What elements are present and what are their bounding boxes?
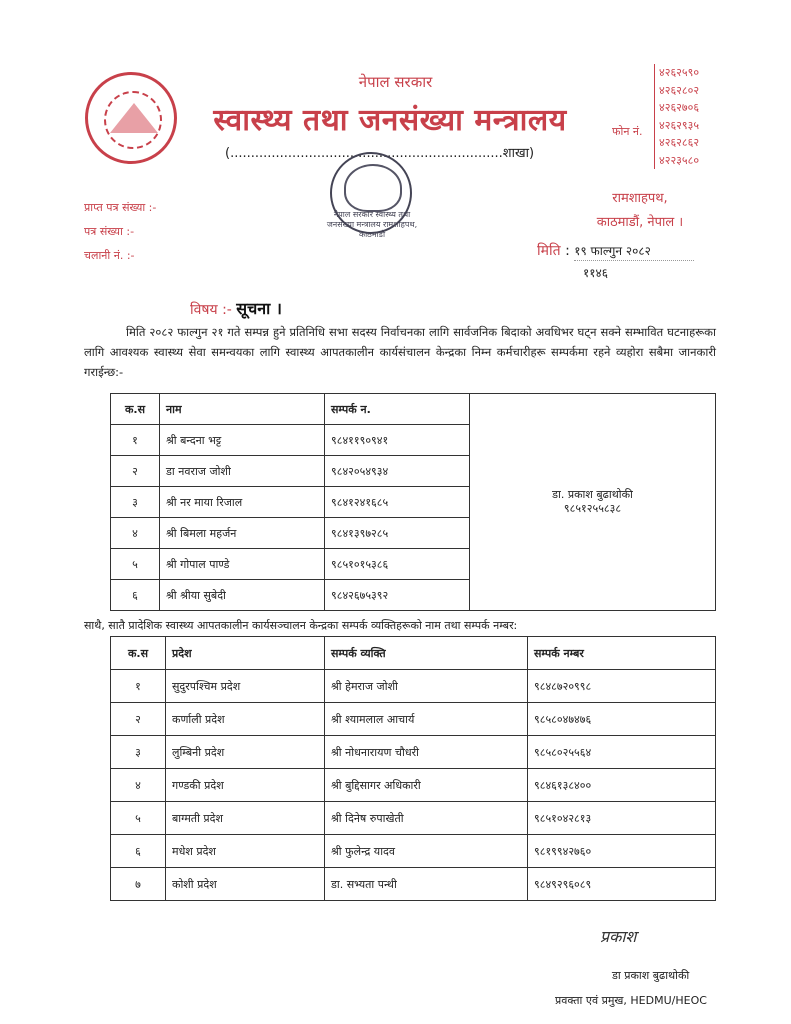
signature-icon: प्रकाश xyxy=(600,927,637,946)
serial-cell: ५ xyxy=(111,549,160,580)
serial-cell: २ xyxy=(111,456,160,487)
stamp-text: नेपाल सरकार स्वास्थ्य तथा जनसंख्या मन्त्रालय रामशाहपथ, काठमाडौं xyxy=(326,210,418,239)
date-row: मिति : १९ फाल्गुन २०८२ xyxy=(537,241,694,261)
signer-title: प्रवक्ता एवं प्रमुख, HEDMU/HEOC xyxy=(555,994,707,1007)
phone-cell: ९८४९२९६०८९ xyxy=(528,868,716,901)
person-cell: श्री बुद्दिसागर अधिकारी xyxy=(325,769,528,802)
province-cell: मधेश प्रदेश xyxy=(166,835,325,868)
office-stamp-icon xyxy=(326,152,418,239)
person-cell: श्री दिनेष रुपाखेती xyxy=(325,802,528,835)
name-cell: श्री नर माया रिजाल xyxy=(160,487,325,518)
phone-number: ४२६२५९० xyxy=(659,66,700,79)
serial-cell: ६ xyxy=(111,580,160,611)
stamp-emblem xyxy=(344,164,402,212)
col-contact-number: सम्पर्क नम्बर xyxy=(528,637,716,670)
serial-cell: १ xyxy=(111,670,166,703)
serial-cell: ३ xyxy=(111,736,166,769)
serial-cell: ५ xyxy=(111,802,166,835)
province-cell: कोशी प्रदेश xyxy=(166,868,325,901)
col-serial: क.स xyxy=(111,637,166,670)
col-name: नाम xyxy=(160,394,325,425)
subject-value: सूचना । xyxy=(236,299,282,318)
province-cell: कर्णाली प्रदेश xyxy=(166,703,325,736)
address-line-2: काठमाडौं, नेपाल । xyxy=(596,215,684,230)
table-header-row xyxy=(111,394,716,425)
province-cell: लुम्बिनी प्रदेश xyxy=(166,736,325,769)
phone-cell: ९८१९९४२७६० xyxy=(528,835,716,868)
table-header-row xyxy=(111,637,716,670)
phone-list xyxy=(654,64,699,169)
provincial-contacts-table xyxy=(110,636,716,901)
dispatch-number: ११४६ xyxy=(583,266,608,280)
address-line-1: रामशाहपथ, xyxy=(612,191,668,206)
phone-cell: ९८४११९०९४१ xyxy=(325,425,470,456)
phone-cell: ९८५१०१५३८६ xyxy=(325,549,470,580)
phone-cell: ९८४८७२०९९८ xyxy=(528,670,716,703)
col-serial: क.स xyxy=(111,394,160,425)
serial-cell: ६ xyxy=(111,835,166,868)
phone-cell: ९८४२६७५३९२ xyxy=(325,580,470,611)
phone-cell: ९८४६१३८४०० xyxy=(528,769,716,802)
date-label: मिति xyxy=(537,243,561,259)
col-province: प्रदेश xyxy=(166,637,325,670)
phone-cell: ९८५१०४२८१३ xyxy=(528,802,716,835)
name-cell: श्री गोपाल पाण्डे xyxy=(160,549,325,580)
government-name: नेपाल सरकार xyxy=(358,73,433,91)
phone-cell: ९८५८०४७४७६ xyxy=(528,703,716,736)
table-row xyxy=(111,802,716,835)
subject-label: विषय :- xyxy=(190,302,232,318)
table-row xyxy=(111,736,716,769)
col-contact: सम्पर्क न. xyxy=(325,394,470,425)
person-cell: श्री नोधनारायण चौधरी xyxy=(325,736,528,769)
table-row xyxy=(111,868,716,901)
subject-line xyxy=(190,297,282,319)
central-staff-table xyxy=(110,393,716,611)
table-row xyxy=(111,670,716,703)
person-cell: डा. सभ्यता पन्थी xyxy=(325,868,528,901)
serial-cell: १ xyxy=(111,425,160,456)
phone-number: ४२२३५८० xyxy=(659,153,700,167)
serial-cell: २ xyxy=(111,703,166,736)
person-cell: श्री हेमराज जोशी xyxy=(325,670,528,703)
date-value: १९ फाल्गुन २०८२ xyxy=(574,242,694,261)
phone-number: ४२६२७०६ xyxy=(659,101,700,114)
serial-cell: ७ xyxy=(111,868,166,901)
col-contact-person: सम्पर्क व्यक्ति xyxy=(325,637,528,670)
table-row xyxy=(111,835,716,868)
phone-cell: ९८४१२४१६८५ xyxy=(325,487,470,518)
phone-cell: ९८४१३९७२८५ xyxy=(325,518,470,549)
ministry-name: स्वास्थ्य तथा जनसंख्या मन्त्रालय xyxy=(213,103,567,138)
reference-fields xyxy=(84,196,156,268)
person-cell: श्री फुलेन्द्र यादव xyxy=(325,835,528,868)
letter-number: पत्र संख्या :- xyxy=(84,225,135,238)
address xyxy=(560,187,720,235)
province-cell: गण्डकी प्रदेश xyxy=(166,769,325,802)
name-cell: श्री श्रीया सुबेदी xyxy=(160,580,325,611)
name-cell: श्री बिमला महर्जन xyxy=(160,518,325,549)
provincial-intro: साथै, सातै प्रादेशिक स्वास्थ्य आपतकालीन कार्यसञ्चालन केन्द्रका सम्पर्क व्यक्तिहरूको नाम तथा सम्पर्क नम्बर: xyxy=(84,619,518,632)
phone-label: फोन नं. xyxy=(612,125,643,138)
table-row xyxy=(111,769,716,802)
phone-cell: ९८५८०२५५६४ xyxy=(528,736,716,769)
serial-cell: ३ xyxy=(111,487,160,518)
serial-cell: ४ xyxy=(111,518,160,549)
phone-number: ४२६२८०२ xyxy=(659,83,700,97)
chief-contact-cell xyxy=(470,394,716,611)
signer-name: डा प्रकाश बुढाथोकी xyxy=(612,969,690,982)
phone-number: ४२६२९३५ xyxy=(659,118,700,132)
name-cell: श्री बन्दना भट्ट xyxy=(160,425,325,456)
phone-number: ४२६२८६२ xyxy=(659,136,700,149)
name-cell: डा नवराज जोशी xyxy=(160,456,325,487)
chief-name: डा. प्रकाश बुढाथोकी xyxy=(552,488,633,501)
chief-phone: ९८५१२५५८३८ xyxy=(563,502,622,515)
received-letter-number: प्राप्त पत्र संख्या :- xyxy=(84,201,157,214)
branch-line: (..................................................................शाखा) xyxy=(225,146,535,161)
serial-cell: ४ xyxy=(111,769,166,802)
person-cell: श्री श्यामलाल आचार्य xyxy=(325,703,528,736)
table-row xyxy=(111,703,716,736)
phone-cell: ९८४२०५४९३४ xyxy=(325,456,470,487)
notice-body: मिति २०८२ फाल्गुन २१ गते सम्पन्न हुने प्रतिनिधि सभा सदस्य निर्वाचनका लागि सार्वजनिक बिदाको अवधिभर घट्न सक्ने सम्भावित घटनाहरूका लागि आवश्यक स्वास्थ्य सेवा समन्वयका लागि स्वास्थ्य आपतकालीन कार्यसंचालन केन्द्रका निम्न कर्मचारीहरू सम्पर्कमा रहने व्यहोरा सबैमा जानकारी गराईन्छ:- xyxy=(84,325,716,379)
dispatch-number-label: चलानी नं. :- xyxy=(84,249,135,262)
province-cell: सुदुरपश्चिम प्रदेश xyxy=(166,670,325,703)
province-cell: बाग्मती प्रदेश xyxy=(166,802,325,835)
